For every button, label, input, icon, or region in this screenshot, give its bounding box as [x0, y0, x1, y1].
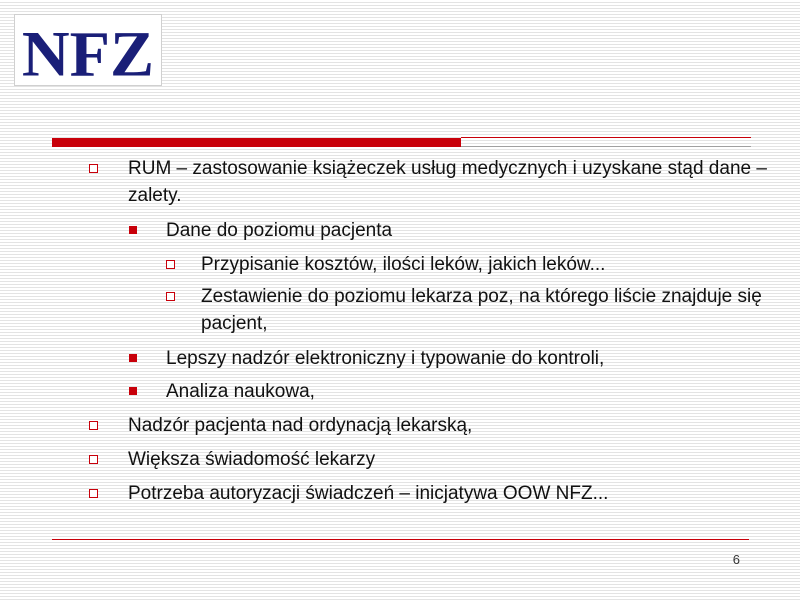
bullet-item — [166, 217, 766, 244]
hollow-square-bullet-icon — [89, 489, 98, 498]
bullet-text: Większa świadomość lekarzy — [128, 449, 376, 470]
bullet-text: Dane do poziomu pacjenta — [166, 220, 393, 241]
bullet-item — [166, 378, 766, 405]
bullet-item — [201, 283, 771, 337]
solid-square-bullet-icon — [129, 387, 137, 395]
footer-divider-line — [52, 539, 749, 540]
solid-square-bullet-icon — [129, 354, 137, 362]
bullet-item — [128, 412, 768, 439]
bullet-text: Analiza naukowa, — [166, 381, 315, 402]
bullet-text: Zestawienie do poziomu lekarza poz, na którego liście znajduje się pacjent, — [201, 286, 762, 334]
logo-text: NFZ — [21, 18, 155, 85]
bullet-item — [201, 251, 776, 278]
bullet-text: Potrzeba autoryzacji świadczeń – inicjatywa OOW NFZ... — [128, 483, 609, 504]
hollow-square-bullet-icon — [89, 164, 98, 173]
bullet-text: Nadzór pacjenta nad ordynacją lekarską, — [128, 415, 473, 436]
page-number: 6 — [732, 552, 740, 567]
bullet-text: Lepszy nadzór elektroniczny i typowanie do kontroli, — [166, 348, 605, 369]
bullet-item — [128, 480, 768, 507]
hollow-square-bullet-icon — [89, 421, 98, 430]
solid-square-bullet-icon — [129, 226, 137, 234]
hollow-square-bullet-icon — [89, 455, 98, 464]
hollow-square-bullet-icon — [166, 260, 175, 269]
bullet-item — [128, 155, 768, 209]
bullet-text: RUM – zastosowanie książeczek usług medycznych i uzyskane stąd dane – zalety. — [128, 158, 767, 206]
bullet-item — [166, 345, 766, 372]
hollow-square-bullet-icon — [166, 292, 175, 301]
bullet-item — [128, 446, 768, 473]
bullet-text: Przypisanie kosztów, ilości leków, jakich leków... — [201, 254, 606, 275]
